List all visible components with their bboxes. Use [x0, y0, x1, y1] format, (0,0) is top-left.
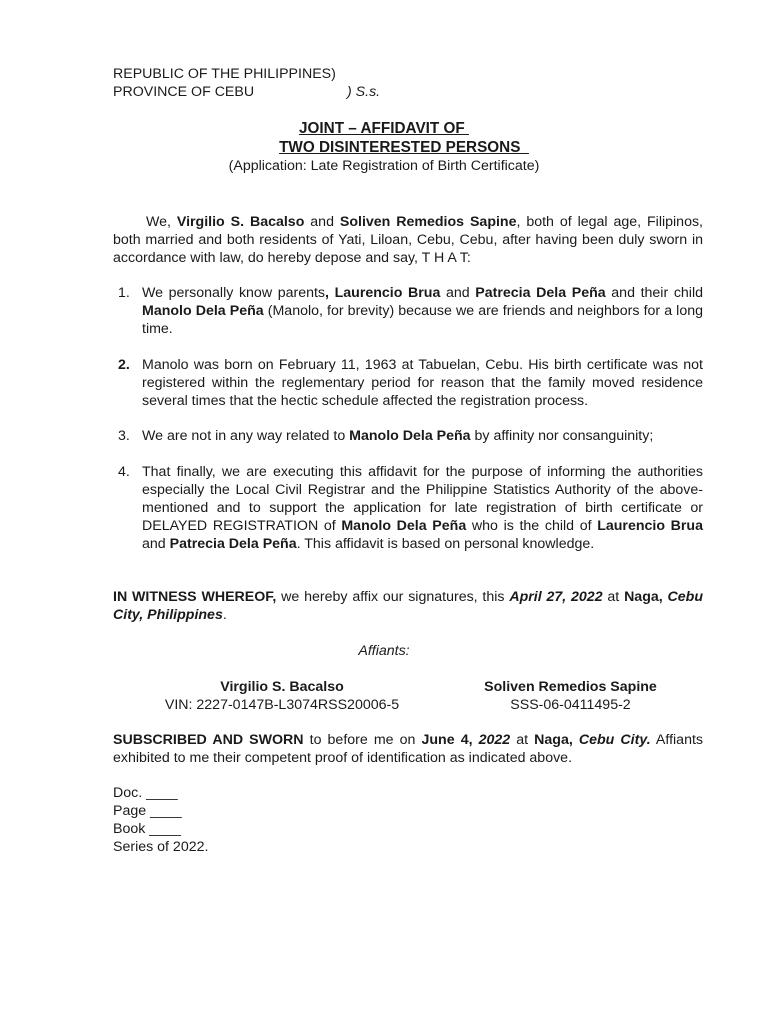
signatory-id: VIN: 2227-0147B-L3074RSS20006-5 [164, 697, 400, 713]
notarial-register [113, 784, 208, 856]
item-text: We personally know parents, Laurencio Brua and Patrecia Dela Peña and their child Manolo Dela Peña (Manolo, for brevity) because we are friends and neighbors for a long time. [142, 285, 703, 337]
witness-paragraph: IN WITNESS WHEREOF, we hereby affix our signatures, this April 27, 2022 at Naga, Cebu City, Philippines. [113, 589, 703, 623]
caption-ss: ) S.s. [347, 84, 381, 100]
list-item [113, 427, 703, 445]
series-year: Series of 2022. [113, 839, 209, 855]
doc-number: Doc. ____ [113, 785, 178, 801]
document-title: JOINT – AFFIDAVIT OF [299, 120, 469, 137]
item-number: 4. [118, 464, 130, 480]
book-number: Book ____ [113, 821, 181, 837]
item-number: 3. [118, 428, 130, 444]
caption-province-row [113, 83, 381, 101]
signature-block-1 [157, 678, 407, 714]
caption-province: PROVINCE OF CEBU [113, 84, 255, 100]
affiants-label: Affiants: [358, 643, 410, 659]
item-number: 2. [118, 357, 130, 373]
page-number: Page ____ [113, 803, 182, 819]
document-title-block [0, 119, 768, 175]
list-item [113, 284, 703, 338]
venue-caption [113, 65, 381, 101]
affiant-name-1: Virgilio S. Bacalso [176, 214, 305, 230]
intro-paragraph: We, Virgilio S. Bacalso and Soliven Remedios Sapine, both of legal age, Filipinos, both married and both residents of Yati, Liloan, Cebu, Cebu, after having been duly sworn in accordance with law, do hereby depose and say, T H A T: [113, 214, 703, 266]
signatory-id: SSS-06-0411495-2 [510, 697, 631, 713]
item-text: We are not in any way related to Manolo Dela Peña by affinity nor consanguinity; [142, 428, 654, 444]
list-item [113, 463, 703, 553]
caption-country: REPUBLIC OF THE PHILIPPINES) [113, 66, 336, 82]
item-text: Manolo was born on February 11, 1963 at Tabuelan, Cebu. His birth certificate was not registered within the reglementary period for reason that the family moved residence several times that the hectic schedule affected the registration process. [142, 357, 703, 409]
item-number: 1. [118, 285, 130, 301]
affiant-name-2: Soliven Remedios Sapine [339, 214, 517, 230]
signatory-name: Virgilio S. Bacalso [220, 679, 344, 695]
signatory-name: Soliven Remedios Sapine [484, 679, 657, 695]
execution-date: April 27, 2022 [509, 589, 603, 605]
jurat-paragraph: SUBSCRIBED AND SWORN to before me on June 4, 2022 at Naga, Cebu City. Affiants exhibited to me their competent proof of identification as indicated above. [113, 732, 703, 766]
item-text: That finally, we are executing this affidavit for the purpose of informing the authorities especially the Local Civil Registrar and the Philippine Statistics Authority of the above-mentioned and to support the application for late registration of birth certificate or DELAYED REGISTRATION of Manolo Dela Peña who is the child of Laurencio Brua and Patrecia Dela Peña. This affidavit is based on personal knowledge. [142, 464, 703, 552]
signature-block-2 [460, 678, 681, 714]
list-item [113, 356, 703, 410]
document-title-line2: TWO DISINTERESTED PERSONS [279, 139, 529, 156]
document-subtitle: (Application: Late Registration of Birth Certificate) [228, 158, 540, 174]
